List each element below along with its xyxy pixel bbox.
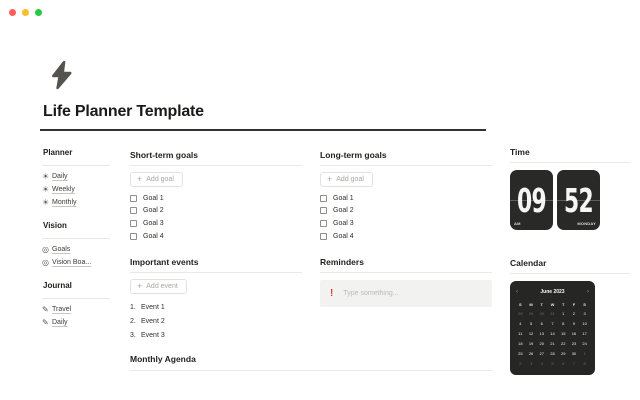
event-item[interactable]: [130, 314, 302, 328]
section-divider: [320, 272, 492, 273]
calendar-day[interactable]: 22: [560, 341, 566, 346]
section-title: Calendar: [510, 258, 547, 268]
flip-clock-hour-tile: [510, 170, 553, 230]
checkbox-icon[interactable]: [320, 220, 327, 227]
hour-value: 09: [517, 180, 546, 220]
calendar-day[interactable]: 5: [529, 321, 533, 326]
section-divider: [130, 370, 492, 371]
calendar-day[interactable]: 16: [571, 331, 577, 336]
calendar-day[interactable]: 6: [562, 361, 565, 366]
add-event-label: Add event: [146, 283, 178, 290]
section-divider: [510, 273, 630, 274]
calendar-day[interactable]: 1: [583, 351, 586, 356]
calendar-day[interactable]: 3: [529, 361, 533, 366]
reminder-input[interactable]: [320, 280, 492, 307]
calendar-day[interactable]: 24: [582, 341, 587, 346]
calendar-day[interactable]: 14: [550, 331, 555, 336]
calendar-day[interactable]: 29: [560, 351, 566, 356]
calendar-day[interactable]: 27: [539, 351, 544, 356]
pencil-icon: ✎: [42, 304, 49, 314]
calendar-day[interactable]: 31: [550, 311, 555, 316]
calendar-widget: [510, 258, 630, 375]
minute-value: 52: [564, 180, 593, 220]
section-title: Short-term goals: [130, 150, 199, 160]
calendar-day[interactable]: 18: [518, 341, 523, 346]
calendar-weekday-row: [515, 300, 590, 309]
checkbox-icon[interactable]: [130, 207, 137, 214]
calendar-day[interactable]: 8: [583, 361, 586, 366]
weekday-label: T: [561, 302, 565, 307]
sidebar-divider: [42, 165, 110, 166]
zoom-window-button[interactable]: [35, 9, 42, 16]
todo-label: Goal 2: [333, 207, 354, 215]
calendar-day[interactable]: 10: [582, 321, 587, 326]
checkbox-icon[interactable]: [130, 195, 137, 202]
calendar-day[interactable]: 4: [519, 321, 522, 326]
sidebar-item-label: Travel: [52, 306, 72, 313]
section-divider: [130, 165, 302, 166]
add-goal-button[interactable]: [320, 172, 373, 187]
calendar-day[interactable]: 7: [572, 361, 576, 366]
reminders-section: [320, 257, 492, 307]
meridiem-label: AM: [514, 221, 521, 226]
calendar-day[interactable]: 23: [571, 341, 577, 346]
checkbox-icon[interactable]: [320, 233, 327, 240]
sidebar-item[interactable]: [42, 256, 110, 269]
lightning-bolt-icon: [49, 60, 74, 90]
section-divider: [320, 165, 492, 166]
flip-clock-minute-tile: [557, 170, 600, 230]
calendar-day[interactable]: 12: [528, 331, 534, 336]
sidebar-item[interactable]: [42, 183, 110, 196]
sidebar-section-title: Journal: [43, 281, 72, 290]
event-item[interactable]: [130, 328, 302, 342]
section-divider: [130, 272, 302, 273]
section-title: Long-term goals: [320, 150, 387, 160]
section-title: Important events: [130, 257, 199, 267]
sidebar-item-label: Monthly: [52, 199, 77, 206]
monthly-agenda-section: [130, 354, 492, 371]
event-item[interactable]: [130, 300, 302, 314]
calendar-day[interactable]: 20: [539, 341, 544, 346]
calendar-day[interactable]: 19: [528, 341, 534, 346]
calendar-day[interactable]: 9: [572, 321, 576, 326]
todo-item[interactable]: [320, 205, 492, 218]
pencil-icon: ✎: [42, 317, 49, 327]
calendar-day[interactable]: 29: [528, 311, 534, 316]
sidebar-item-label: Vision Boa...: [52, 259, 92, 266]
section-title: Monthly Agenda: [130, 354, 196, 364]
event-number: 3.: [130, 331, 136, 339]
sidebar-section-title: Planner: [43, 148, 73, 157]
sidebar-item[interactable]: [42, 303, 110, 316]
calendar-day[interactable]: 3: [583, 311, 586, 316]
sidebar-item-label: Goals: [52, 246, 71, 253]
calendar-nav: [515, 287, 590, 297]
section-title: Time: [510, 147, 530, 157]
calendar-day[interactable]: 28: [518, 311, 523, 316]
calendar-day[interactable]: 15: [560, 331, 566, 336]
weekday-label: MONDAY: [577, 221, 596, 226]
target-icon: ◎: [42, 244, 49, 254]
weekday-label: S: [583, 302, 586, 307]
weekday-label: W: [550, 302, 555, 307]
calendar-day[interactable]: 7: [551, 321, 554, 326]
sidebar-item[interactable]: [42, 243, 110, 256]
target-icon: ◎: [42, 257, 49, 267]
weekday-label: F: [572, 302, 576, 307]
plus-icon: +: [137, 281, 143, 291]
event-number: 1.: [130, 303, 136, 311]
sidebar-item[interactable]: [42, 170, 110, 183]
sun-icon: ☀: [42, 184, 50, 194]
calendar-day[interactable]: 2: [519, 361, 522, 366]
add-goal-button[interactable]: [130, 172, 183, 187]
section-title: Reminders: [320, 257, 364, 267]
todo-item[interactable]: [320, 217, 492, 230]
todo-label: Goal 3: [143, 219, 164, 227]
calendar-day[interactable]: 30: [571, 351, 577, 356]
sidebar: [42, 147, 110, 340]
weekday-label: T: [540, 302, 543, 307]
sidebar-section-title: Vision: [43, 221, 67, 230]
event-label: Event 1: [141, 303, 165, 311]
todo-item[interactable]: [320, 230, 492, 243]
calendar-day[interactable]: 30: [539, 311, 544, 316]
checkbox-icon[interactable]: [320, 195, 327, 202]
sidebar-divider: [42, 298, 110, 299]
short-term-goals-section: [130, 150, 302, 242]
todo-item[interactable]: [130, 230, 302, 243]
sun-icon: ☀: [42, 171, 50, 181]
sidebar-item[interactable]: [42, 196, 110, 209]
calendar-day[interactable]: 11: [518, 331, 523, 336]
sidebar-item-label: Daily: [52, 319, 68, 326]
add-goal-label: Add goal: [146, 176, 174, 183]
todo-label: Goal 4: [143, 232, 164, 240]
long-term-goals-section: [320, 150, 492, 242]
sidebar-divider: [42, 238, 110, 239]
todo-label: Goal 1: [333, 194, 354, 202]
minimize-window-button[interactable]: [22, 9, 29, 16]
add-goal-label: Add goal: [336, 176, 364, 183]
todo-item[interactable]: [130, 205, 302, 218]
todo-label: Goal 3: [333, 219, 354, 227]
todo-item[interactable]: [320, 192, 492, 205]
calendar: [510, 281, 595, 375]
calendar-day[interactable]: 21: [550, 341, 555, 346]
event-number: 2.: [130, 317, 136, 325]
calendar-day-grid: [515, 309, 590, 369]
prev-month-button[interactable]: ‹: [516, 289, 518, 295]
todo-label: Goal 1: [143, 194, 164, 202]
important-events-section: [130, 257, 302, 342]
event-label: Event 3: [141, 331, 165, 339]
calendar-day[interactable]: 28: [550, 351, 555, 356]
checkbox-icon[interactable]: [320, 207, 327, 214]
calendar-day[interactable]: 25: [518, 351, 523, 356]
calendar-day[interactable]: 13: [539, 331, 544, 336]
weekday-label: M: [529, 302, 533, 307]
calendar-day[interactable]: 1: [562, 311, 565, 316]
section-divider: [510, 162, 630, 163]
calendar-day[interactable]: 6: [540, 321, 543, 326]
red-exclamation-icon: !: [330, 288, 334, 299]
close-window-button[interactable]: [9, 9, 16, 16]
calendar-day[interactable]: 2: [572, 311, 576, 316]
sidebar-section-journal: [42, 280, 110, 329]
add-event-button[interactable]: [130, 279, 187, 294]
todo-label: Goal 2: [143, 207, 164, 215]
reminder-placeholder: Type something...: [343, 290, 399, 297]
calendar-month-label: June 2023: [540, 289, 565, 295]
calendar-day[interactable]: 8: [562, 321, 565, 326]
sidebar-section-vision: [42, 220, 110, 269]
sidebar-item[interactable]: [42, 316, 110, 329]
sidebar-item-label: Weekly: [52, 186, 75, 193]
checkbox-icon[interactable]: [130, 233, 137, 240]
todo-item[interactable]: [130, 192, 302, 205]
checkbox-icon[interactable]: [130, 220, 137, 227]
calendar-day[interactable]: 5: [551, 361, 554, 366]
plus-icon: +: [137, 174, 143, 184]
time-widget: [510, 147, 630, 230]
flip-clock: [510, 170, 630, 230]
event-label: Event 2: [141, 317, 165, 325]
window-controls: [9, 9, 42, 16]
todo-item[interactable]: [130, 217, 302, 230]
weekday-label: S: [519, 302, 522, 307]
calendar-day[interactable]: 4: [540, 361, 543, 366]
next-month-button[interactable]: ›: [587, 289, 589, 295]
calendar-day[interactable]: 17: [582, 331, 587, 336]
sidebar-item-label: Daily: [52, 173, 68, 180]
title-divider: [40, 129, 486, 131]
plus-icon: +: [327, 174, 333, 184]
calendar-day[interactable]: 26: [528, 351, 534, 356]
todo-label: Goal 4: [333, 232, 354, 240]
sun-icon: ☀: [42, 197, 50, 207]
page-title: Life Planner Template: [43, 103, 204, 120]
sidebar-section-planner: [42, 147, 110, 209]
